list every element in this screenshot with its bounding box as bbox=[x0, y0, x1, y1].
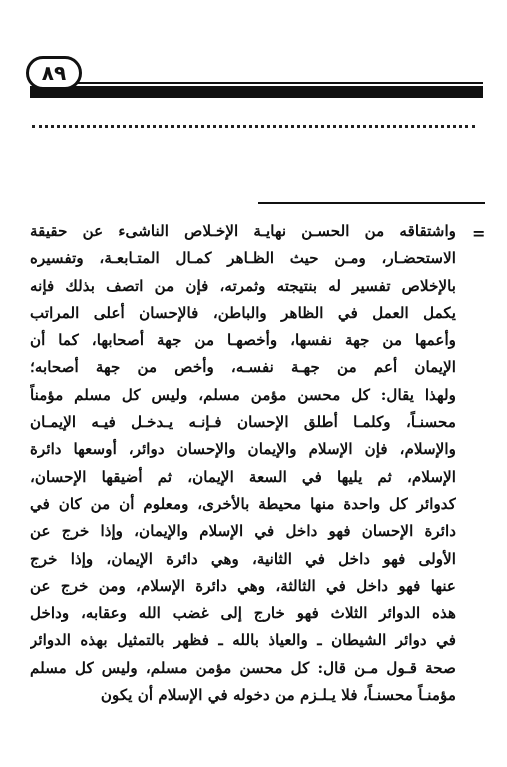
text-line: في دوائر الشيطان ـ والعياذ بالله ـ فظهر بالتمثيل بهذه الدوائر bbox=[30, 631, 456, 650]
text-line: الإسلام، ثم يليها في السعة الإيمان، ثم أضيقها الإحسان، bbox=[30, 467, 456, 486]
text-line: هذه الدوائر الثلاث فهو خارج إلى غضب الله وعقابه، وداخل bbox=[30, 604, 456, 623]
text-line: الاستحضـار، ومـن حيث الظـاهر كمـال المتـابعـة، وتفسيره bbox=[30, 249, 456, 268]
dotted-separator bbox=[32, 125, 475, 140]
page-number: ٨٩ bbox=[41, 61, 67, 85]
text-line: الأولى فهو داخل في الثانية، وهي دائرة الإيمان، وإذا خرج bbox=[30, 549, 456, 568]
text-line: والإسلام، فإن الإسلام والإيمان والإحسان دوائر، أوسعها دائرة bbox=[30, 440, 456, 459]
text-line: وأعمها من جهة نفسها، وأخصهـا من جهة أصحابها، كما أن bbox=[30, 331, 456, 350]
text-line: يكمل العمل في الظاهر والباطن، فالإحسان أعلى المراتب bbox=[30, 303, 456, 322]
text-line: ولهذا يقال: كل محسن مؤمن مسلم، وليس كل مسلم مؤمناً bbox=[30, 385, 456, 404]
text-line: كدوائر كل واحدة منها محيطة بالأخرى، ومعلوم أن من كان في bbox=[30, 494, 456, 513]
text-line: عنها فهو داخل في الثالثة، وهي دائرة الإسلام، ومن خرج عن bbox=[30, 576, 456, 595]
header-rule-thin bbox=[30, 82, 483, 84]
footnote-marker: = bbox=[472, 224, 486, 243]
text-line: مؤمنـاً محسنـاً، فلا يـلـزم من دخوله في الإسلام أن يكون bbox=[100, 686, 456, 705]
text-line: الإيمان أعم من جهـة نفسـه، وأخص من جهة أصحابه؛ bbox=[30, 358, 456, 377]
page-number-badge bbox=[26, 56, 82, 90]
text-line: محسنـاً، وكلمـا أطلق الإحسان فـإنـه يـدخـل فيـه الإيمـان bbox=[30, 413, 456, 432]
text-line: صحة قـول مـن قال: كل محسن مؤمن مسلم، وليس كل مسلم bbox=[30, 658, 456, 677]
footnote-rule bbox=[258, 202, 485, 204]
text-line: بالإخلاص تفسير له بنتيجته وثمرته، فإن من اتصف بذلك فإنه bbox=[30, 276, 456, 295]
text-line: دائرة الإحسان فهو داخل في الإسلام والإيمان، وإذا خرج عن bbox=[30, 522, 456, 541]
header-rule-thick bbox=[30, 86, 483, 98]
text-line: واشتقاقه من الحسـن نهايـة الإخـلاص الناشىء عن حقيقة bbox=[30, 222, 456, 240]
footnote-text-block bbox=[30, 218, 456, 709]
